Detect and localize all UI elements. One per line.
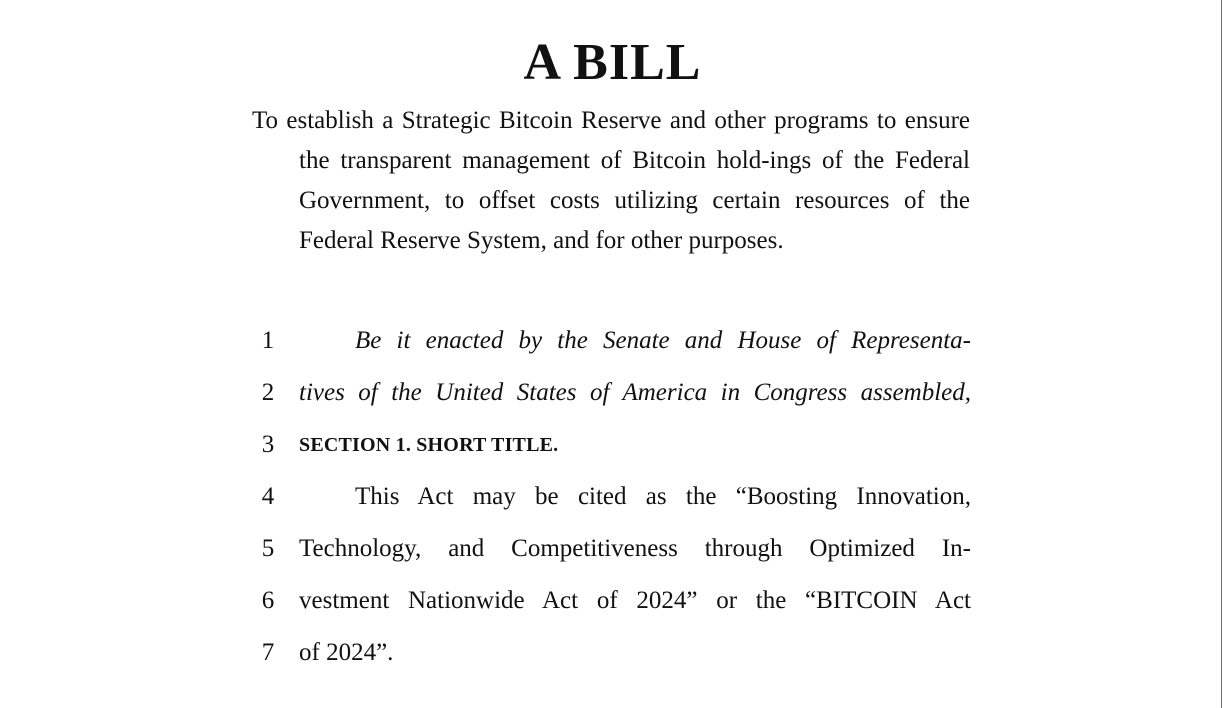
numbered-line <box>0 321 1225 361</box>
line-number: 1 <box>261 327 275 354</box>
bill-purpose-paragraph: To establish a Strategic Bitcoin Reserve and other programs to ensure the transparent management of Bitcoin hold-ings of the Federal Government, to offset costs utilizing certain resources of the Federal Reserve System, and for other purposes. <box>252 107 970 254</box>
section-text-line: Technology, and Competitiveness through Optimized In- <box>299 535 971 562</box>
enacting-clause-line: Be it enacted by the Senate and House of Representa- <box>355 327 971 354</box>
numbered-line <box>0 425 1225 465</box>
line-number: 2 <box>261 379 275 406</box>
section-text-line: This Act may be cited as the “Boosting Innovation, <box>355 483 971 510</box>
bill-title: A BILL <box>523 34 702 91</box>
line-number: 6 <box>261 587 275 614</box>
numbered-line <box>0 529 1225 569</box>
numbered-line <box>0 633 1225 673</box>
line-number: 5 <box>261 535 275 562</box>
numbered-line <box>0 477 1225 517</box>
line-number: 7 <box>261 639 275 666</box>
enacting-clause-line: tives of the United States of America in Congress assembled, <box>299 379 971 406</box>
section-text-line: vestment Nationwide Act of 2024” or the “BITCOIN Act <box>299 587 971 614</box>
line-number: 4 <box>261 483 275 510</box>
section-text-line: of 2024”. <box>299 639 394 666</box>
numbered-line <box>0 581 1225 621</box>
section-heading: SECTION 1. SHORT TITLE. <box>299 434 559 456</box>
numbered-line <box>0 373 1225 413</box>
line-number: 3 <box>261 431 275 458</box>
